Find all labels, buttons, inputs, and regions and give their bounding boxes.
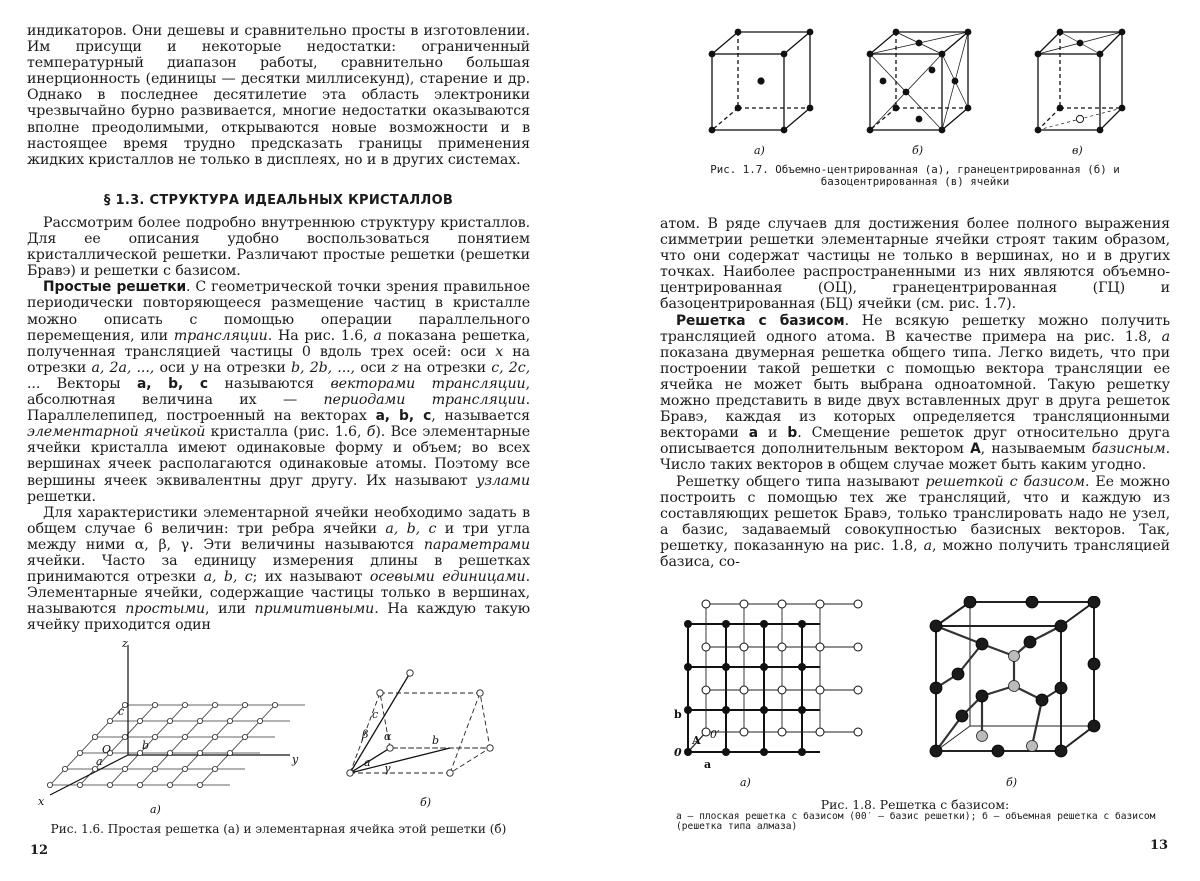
left-text-block [27,23,530,168]
figure-1-7c-label: в) [1072,144,1083,157]
figure-1-6b-label: б) [420,796,432,809]
origin-label: O [102,743,112,756]
figure-1-6a-lattice [30,635,320,815]
angle-gamma-label: γ [384,762,391,775]
b-vector-label: b [142,739,150,752]
figure-1-7-cells [700,18,1170,158]
y-axis-label: y [292,753,299,766]
figure-1-8b-label: б) [1006,776,1018,789]
figure-1-7-caption-wrap [660,164,1170,187]
figure-1-7-caption: Рис. 1.7. Объемно-центрированная (а), гранецентрированная (б) и базоцентрированная (в) ячейки [710,163,1120,188]
paragraph-simple-lattices: Простые решетки. С геометрической точки зрения правильное периодически повторяющееся размещение частиц в кристалле можно описать с помощью операции параллельного перемещения, или трансляции. На рис. 1.6, а показана решетка, полученная трансляцией частицы 0 вдоль трех осей: оси x на отрезки a, 2a, ..., оси y на отрезки b, 2b, ..., оси z на отрезки c, 2c, ... Векторы a, b, c называются векторами трансляции, абсолютная величина их — периодами трансляции. Параллелепипед, построенный на векторах a, b, c, называется элементарной ячейкой кристалла (рис. 1.6, б). Все элементарные ячейки кристалла имеют одинаковые форму и объем; во всех вершинах ячеек располагаются одинаковые атомы. Поэтому все вершины ячеек эквивалентны друг другу. Их называют узлами решетки. [27,279,531,505]
figure-1-8a-planar-lattice [670,592,870,790]
angle-alpha-label: α [384,730,392,743]
page-number-right: 13 [1150,838,1169,853]
paragraph-general-lattice: Решетку общего типа называют решеткой с базисом. Ее можно построить с помощью тех же трансляций, что и каждую из составляющих решеток Бравэ, только транслировать надо не узел, а базис, задаваемый совокупностью базисных векторов. Так, решетку, показанную на рис. 1.8, а, можно получить трансляцией базиса, со- [660,473,1170,570]
x-axis-label: x [38,795,45,808]
figure-1-8a-label: а) [740,776,751,789]
vector-b-label: b [674,708,682,721]
left-text-block-2 [27,215,530,633]
figure-1-8-caption-body: а — плоская решетка с базисом (00′ — базис решетки); б — объемная решетка с базисом (решетка типа алмаза) [676,811,1156,832]
paragraph-parameters: Для характеристики элементарной ячейки необходимо задать в общем случае 6 величин: три ребра ячейки a, b, c и три угла между ними α, β, γ. Эти величины называются параметрами ячейки. Часто за единицу измерения длины в решетках принимаются отрезки a, b, c; их называют осевыми единицами. Элементарные ячейки, содержащие частицы только в вершинах, называются простыми, или примитивными. На каждую такую ячейку приходится один [27,504,530,634]
cell-b-label: b [432,734,440,747]
figure-1-6a-label: а) [150,803,161,815]
figure-1-6-caption-wrap [27,822,530,836]
paragraph-top: индикаторов. Они дешевы и сравнительно просты в изготовлении. Им присущи и некоторые недостатки: ограниченный температурный диапазон работы, сравнительно большая инерционность (единицы — десятки миллисекунд), старение и др. Однако в последнее десятилетие эта область электроники чрезвычайно бурно развивается, многие недостатки оказываются вполне преодолимыми, открываются новые возможности и в настоящее время трудно предсказать границы применения жидких кристаллов не только в дисплеях, но и в других системах. [27,23,530,168]
a-vector-label: a [96,755,103,768]
right-page [600,0,1200,881]
origin-0-prime-label: 0′ [710,728,720,741]
x-axis [50,755,128,795]
figure-1-6b-unit-cell [340,648,530,813]
vector-A-label: A [692,734,701,747]
cell-c-label: c [372,708,379,721]
c-vector-label: c [118,705,125,718]
section-heading-wrap [27,193,530,208]
cell-a-label: a [364,756,371,769]
c-vector [350,673,410,773]
figure-1-8b-diamond-lattice [922,596,1112,792]
right-text-block [660,216,1170,570]
vector-a-label: a [704,758,712,771]
paragraph-intro: Рассмотрим более подробно внутреннюю структуру кристаллов. Для ее описания удобно воспользоваться понятием кристаллической решетки. Различают простые решетки (решетки Бравэ) и решетки с базисом. [27,215,530,280]
z-axis-label: z [122,637,128,650]
figure-1-6-caption: Рис. 1.6. Простая решетка (а) и элементарная ячейка этой решетки (б) [50,822,507,836]
figure-1-8-caption-wrap [660,797,1170,832]
figure-1-7a-label: а) [754,144,765,157]
paragraph-basis-lattice: Решетка с базисом. Не всякую решетку можно получить трансляцией одного атома. В качестве примера на рис. 1.8, а показана двумерная решетка общего типа. Легко видеть, что при построении такой решетки с помощью вектора трансляции ее ячейка не может быть выбрана одноатомной. Такую решетку можно представить в виде двух вставленных друг в друга решеток Бравэ, каждая из которых определяется трансляционными векторами a и b. Смещение решеток друг относительно друга описывается дополнительным вектором A, называемым базисным. Число таких векторов в общем случае может быть каким угодно. [660,312,1170,474]
figure-1-7b-label: б) [912,144,924,157]
origin-0-label: 0 [674,746,682,759]
paragraph-atom: атом. В ряде случаев для достижения более полного выражения симметрии решетки элементарные ячейки строят таким образом, что они содержат частицы не только в вершинах, но и в других точках. Наиболее распространенными из них являются объемно-центрированная (ОЦ), гранецентрированная (ГЦ) и базоцентрированная (БЦ) ячейки (см. рис. 1.7). [660,216,1170,313]
angle-beta-label: β [362,728,369,741]
page-number-left: 12 [30,843,49,858]
section-heading: § 1.3. СТРУКТУРА ИДЕАЛЬНЫХ КРИСТАЛЛОВ [103,193,454,208]
figure-1-8-caption-title: Рис. 1.8. Решетка с базисом: [820,797,1010,812]
